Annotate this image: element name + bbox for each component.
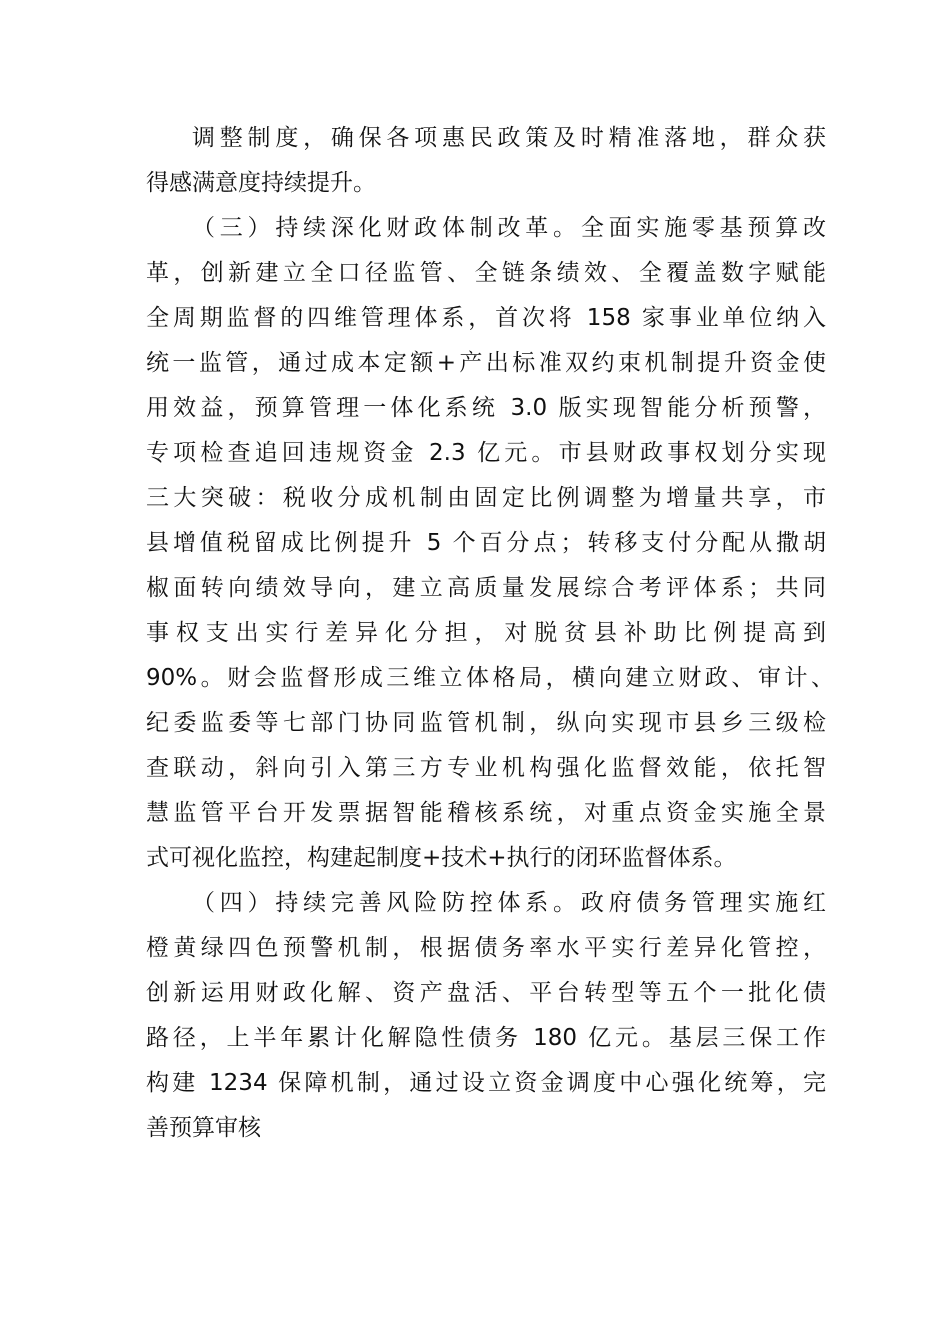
- text-line: （四）持续完善风险防控体系。政府债务管理实施红: [192, 890, 826, 916]
- text-line: 专项检查追回违规资金 2.3 亿元。市县财政事权划分实现: [146, 440, 826, 466]
- text-line: 构建 1234 保障机制，通过设立资金调度中心强化统筹，完: [146, 1070, 826, 1096]
- text-line: 三大突破：税收分成机制由固定比例调整为增量共享，市: [146, 485, 826, 511]
- text-line: 县增值税留成比例提升 5 个百分点；转移支付分配从撒胡: [146, 530, 826, 556]
- text-line: 全周期监督的四维管理体系，首次将 158 家事业单位纳入: [146, 305, 826, 331]
- text-line: 用效益，预算管理一体化系统 3.0 版实现智能分析预警，: [146, 395, 826, 421]
- text-line: 事权支出实行差异化分担，对脱贫县补助比例提高到: [146, 620, 826, 646]
- text-line: 纪委监委等七部门协同监管机制，纵向实现市县乡三级检: [146, 710, 826, 736]
- text-line: 调整制度，确保各项惠民政策及时精准落地，群众获: [192, 125, 826, 151]
- text-line: 90%。财会监督形成三维立体格局，横向建立财政、审计、: [146, 665, 834, 691]
- text-line: 式可视化监控，构建起制度+技术+执行的闭环监督体系。: [146, 845, 737, 871]
- text-line: 路径，上半年累计化解隐性债务 180 亿元。基层三保工作: [146, 1025, 826, 1051]
- text-line: 善预算审核: [146, 1115, 261, 1141]
- text-line: 创新运用财政化解、资产盘活、平台转型等五个一批化债: [146, 980, 826, 1006]
- text-line: 橙黄绿四色预警机制，根据债务率水平实行差异化管控，: [146, 935, 826, 961]
- text-line: 椒面转向绩效导向，建立高质量发展综合考评体系；共同: [146, 575, 826, 601]
- text-line: 得感满意度持续提升。: [146, 170, 376, 196]
- text-line: 查联动，斜向引入第三方专业机构强化监督效能，依托智: [146, 755, 826, 781]
- text-line: 革，创新建立全口径监管、全链条绩效、全覆盖数字赋能: [146, 260, 826, 286]
- text-line: （三）持续深化财政体制改革。全面实施零基预算改: [192, 215, 826, 241]
- document-body: [146, 116, 834, 1151]
- text-line: 统一监管，通过成本定额+产出标准双约束机制提升资金使: [146, 350, 826, 376]
- text-line: 慧监管平台开发票据智能稽核系统，对重点资金实施全景: [146, 800, 826, 826]
